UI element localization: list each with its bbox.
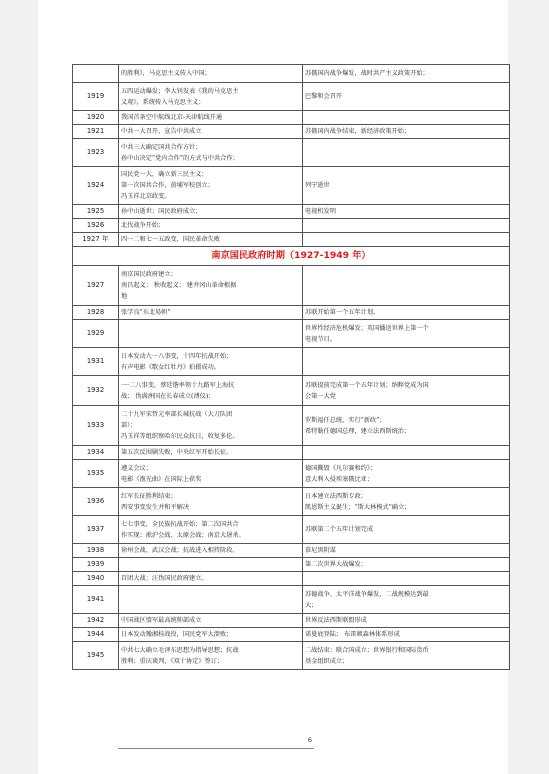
world-events-cell <box>303 139 510 167</box>
table-row <box>73 233 510 247</box>
world-events-cell: 列宁逝世 <box>303 167 510 205</box>
china-events-cell <box>119 320 303 348</box>
year-cell: 1919 <box>73 83 119 111</box>
table-row <box>73 376 510 406</box>
table-row <box>73 219 510 233</box>
year-cell: 1945 <box>73 642 119 670</box>
world-events-cell: 世界反法西斯联盟形成 <box>303 614 510 628</box>
china-events-cell: 张学良“东北易帜” <box>119 306 303 320</box>
table-row <box>73 614 510 628</box>
china-events-cell: 徐州会战、武汉会战；抗战进入相持阶段。 <box>119 544 303 558</box>
china-events-cell: 第五次反围剿失败，中央红军开始长征。 <box>119 446 303 460</box>
year-cell: 1920 <box>73 111 119 125</box>
table-row <box>73 205 510 219</box>
world-events-cell: 巴黎和会召开 <box>303 83 510 111</box>
table-row <box>73 460 510 488</box>
table-row <box>73 544 510 558</box>
china-events-cell: 孙中山逝世；国民政府成立； <box>119 205 303 219</box>
year-cell: 1939 <box>73 558 119 572</box>
table-section-after <box>73 266 510 670</box>
year-cell: 1937 <box>73 516 119 544</box>
table-row <box>73 167 510 205</box>
period-banner: 南京国民政府时期（1927-1949 年） <box>73 247 510 266</box>
world-events-cell: 日本建立法西斯专政； 凯恩斯主义诞生；“斯大林模式”确立； <box>303 488 510 516</box>
china-events-cell: 五四运动爆发；李大钊发表《我的马克思主 义观》，系统传入马克思主义； <box>119 83 303 111</box>
world-events-cell <box>303 348 510 376</box>
document-page <box>38 0 508 774</box>
year-cell: 1928 <box>73 306 119 320</box>
year-cell: 1936 <box>73 488 119 516</box>
world-events-cell: 苏联开始第一个五年计划。 <box>303 306 510 320</box>
china-events-cell <box>119 586 303 614</box>
table-row <box>73 139 510 167</box>
year-cell: 1938 <box>73 544 119 558</box>
year-cell: 1923 <box>73 139 119 167</box>
year-cell: 1933 <box>73 406 119 446</box>
china-events-cell: 日本发动九一八事变，十四年抗战开始； 有声电影《歌女红牡丹》拍摄成功。 <box>119 348 303 376</box>
world-events-cell <box>303 233 510 247</box>
china-events-cell <box>119 558 303 572</box>
china-events-cell: 七七事变，全民族抗战开始；第二次国共合 作实现；淞沪会战、太原会战；南京大屠杀。 <box>119 516 303 544</box>
year-cell: 1926 <box>73 219 119 233</box>
year-cell: 1932 <box>73 376 119 406</box>
world-events-cell: 电视机发明 <box>303 205 510 219</box>
table-row <box>73 320 510 348</box>
table-row <box>73 111 510 125</box>
year-cell: 1944 <box>73 628 119 642</box>
history-timeline-table <box>72 64 510 670</box>
china-events-cell: 我国首条空中航线北京-天津航线开通 <box>119 111 303 125</box>
page-footer <box>118 736 314 749</box>
world-events-cell <box>303 219 510 233</box>
world-events-cell: 世界性经济危机爆发；英国播送世界上第一个 电视节目。 <box>303 320 510 348</box>
world-events-cell: 苏俄国内战争结束，新经济政策开始； <box>303 125 510 139</box>
table-row <box>73 488 510 516</box>
world-events-cell: 第二次世界大战爆发； <box>303 558 510 572</box>
world-events-cell: 苏联提前完成第一个五年计划；纳粹党成为国 会第一大党 <box>303 376 510 406</box>
world-events-cell: 罗斯福任总统，实行“新政”； 希特勒任德国总理，建立法西斯统治； <box>303 406 510 446</box>
table-row <box>73 348 510 376</box>
table-row <box>73 125 510 139</box>
table-section-before <box>73 65 510 247</box>
china-events-cell: 国民党一大，确立新三民主义； 第一次国共合作，黄埔军校创立； 冯玉祥北京政变。 <box>119 167 303 205</box>
world-events-cell: 德国撕毁《凡尔赛和约》； 意大利入侵埃塞俄比亚； <box>303 460 510 488</box>
year-cell: 1924 <box>73 167 119 205</box>
table-row <box>73 558 510 572</box>
china-events-cell: 中共一大召开，宣告中共成立 <box>119 125 303 139</box>
year-cell: 1940 <box>73 572 119 586</box>
year-cell: 1942 <box>73 614 119 628</box>
table-row <box>73 628 510 642</box>
china-events-cell: 遵义会议； 电影《渔光曲》在国际上获奖 <box>119 460 303 488</box>
table-row <box>73 572 510 586</box>
table-row <box>73 406 510 446</box>
world-events-cell: 苏联第二个五年计划完成 <box>303 516 510 544</box>
table-row <box>73 516 510 544</box>
world-events-cell <box>303 446 510 460</box>
china-events-cell: 的胜利》，马克思主义传入中国； <box>119 65 303 83</box>
china-events-cell: 日本发动豫湘桂战役，国民党军大溃败； <box>119 628 303 642</box>
year-cell: 1927 <box>73 266 119 306</box>
world-events-cell <box>303 111 510 125</box>
year-cell: 1935 <box>73 460 119 488</box>
china-events-cell: 中共七大确立毛泽东思想为指导思想；抗战 胜利；重庆谈判，《双十协定》签订； <box>119 642 303 670</box>
china-events-cell: 南京国民政府建立； 南昌起义； 秋收起义； 建井冈山革命根据 地 <box>119 266 303 306</box>
table-row <box>73 83 510 111</box>
china-events-cell: 红军长征胜利结束； 西安事变发生并和平解决 <box>119 488 303 516</box>
year-cell: 1929 <box>73 320 119 348</box>
world-events-cell <box>303 266 510 306</box>
table-row <box>73 306 510 320</box>
china-events-cell: 二十九军宋哲元率部长城抗战（大刀队团 部）； 冯玉祥等组织察哈尔民众抗日，收复多伦。 <box>119 406 303 446</box>
table-row <box>73 65 510 83</box>
table-row <box>73 266 510 306</box>
china-events-cell: 一·二八事变，蔡廷锴率领十九路军上海抗 战； 伪满洲国在长春成立(溥仪)； <box>119 376 303 406</box>
world-events-cell: 诺曼底登陆； 布雷顿森林体系形成 <box>303 628 510 642</box>
china-events-cell: 四一二和七一五政变，国民革命失败 <box>119 233 303 247</box>
page-number: 6 <box>307 736 312 744</box>
world-events-cell <box>303 572 510 586</box>
china-events-cell: 北伐战争开始； <box>119 219 303 233</box>
world-events-cell: 苏德战争、太平洋战争爆发，二战规模达到最 大； <box>303 586 510 614</box>
period-banner-row <box>73 247 510 266</box>
table-row <box>73 586 510 614</box>
year-cell: 1925 <box>73 205 119 219</box>
table-section-banner <box>73 247 510 266</box>
china-events-cell: 中国战区盟军最高统帅部成立 <box>119 614 303 628</box>
year-cell: 1927 年 <box>73 233 119 247</box>
table-row <box>73 446 510 460</box>
china-events-cell: 中共三大确定国共合作方针； 孙中山决定“党内合作”的方式与中共合作； <box>119 139 303 167</box>
table-row <box>73 642 510 670</box>
year-cell: 1921 <box>73 125 119 139</box>
year-cell: 1934 <box>73 446 119 460</box>
year-cell: 1931 <box>73 348 119 376</box>
year-cell <box>73 65 119 83</box>
year-cell: 1941 <box>73 586 119 614</box>
china-events-cell: 百团大战；汪伪国民政府建立。 <box>119 572 303 586</box>
world-events-cell: 二战结束；联合国成立；世界银行和国际货币 基金组织成立； <box>303 642 510 670</box>
world-events-cell: 苏俄国内战争爆发，战时共产主义政策开始； <box>303 65 510 83</box>
world-events-cell: 慕尼黑阴谋 <box>303 544 510 558</box>
